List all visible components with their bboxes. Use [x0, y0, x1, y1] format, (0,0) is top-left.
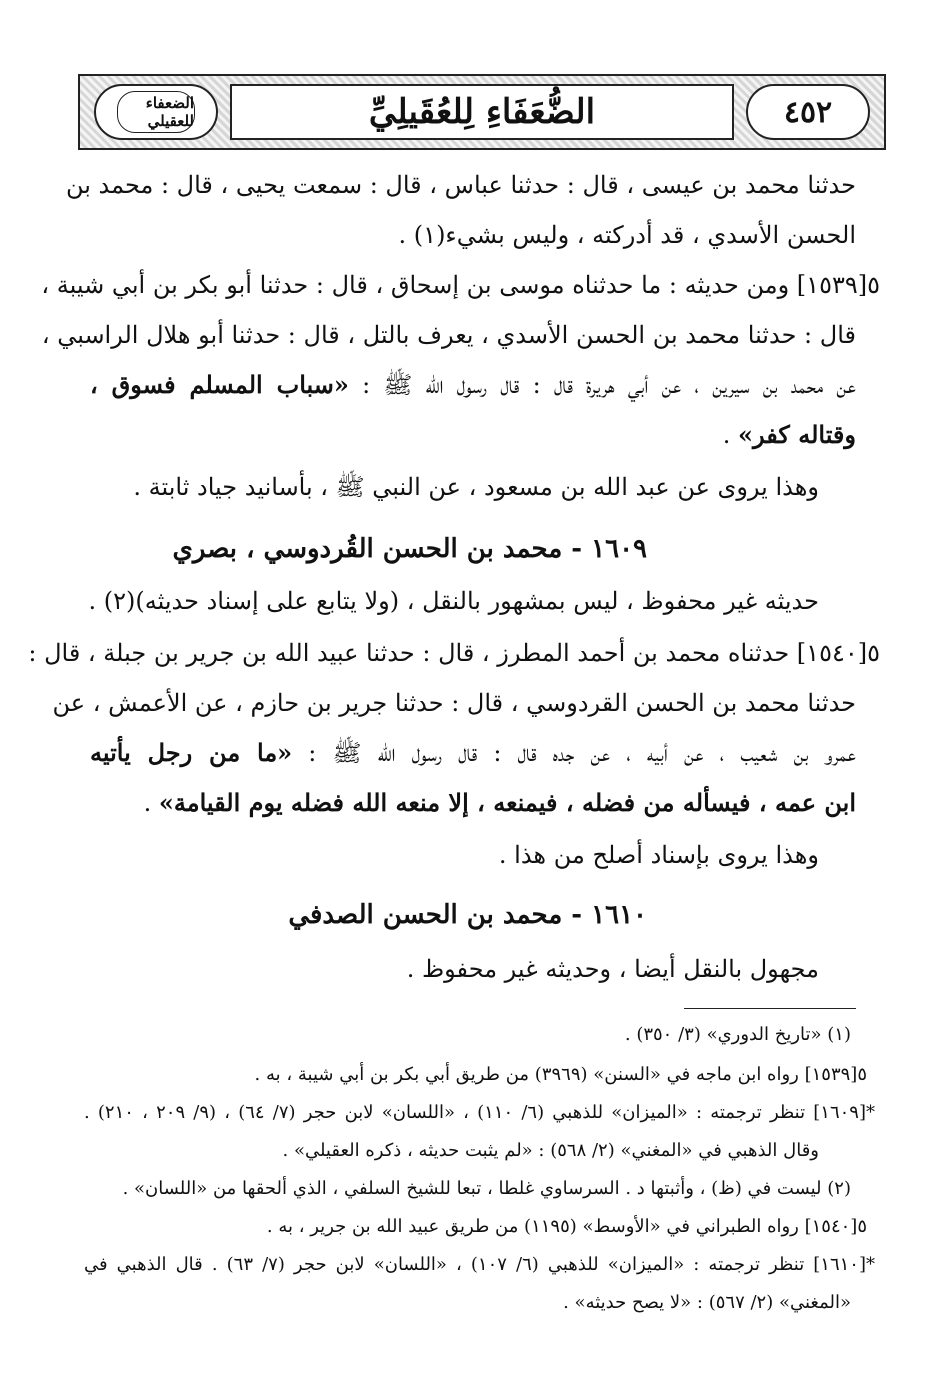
book-title: الضُّعَفَاءِ لِلعُقَيلِيِّ	[368, 92, 596, 132]
hadith-text: ابن عمه ، فيسأله من فضله ، فيمنعه ، إلا منعه الله فضله يوم القيامة»	[158, 788, 856, 817]
footnote: *[١٦١٠] تنظر ترجمته : «الميزان» للذهبي (٦/ ١٠٧) ، «اللسان» لابن حجر (٧/ ٦٣) . قال الذهبي في	[84, 1254, 875, 1275]
footnote-separator	[684, 1008, 856, 1009]
hadith-text: «سباب المسلم فسوق ،	[90, 370, 349, 399]
text-line: مجهول بالنقل أيضا ، وحديثه غير محفوظ .	[406, 955, 819, 983]
hadith-entry-1540: ٥[١٥٤٠] حدثناه محمد بن أحمد المطرز ، قال : حدثنا عبيد الله بن جرير بن جبلة ، قال :	[28, 639, 880, 667]
hadith-text: «ما من رجل يأتيه	[90, 738, 293, 767]
entry-heading-1610: ١٦١٠ - محمد بن الحسن الصدفي	[288, 900, 647, 930]
text-line: الحسن الأسدي ، قد أدركته ، وليس بشيء(١) .	[398, 221, 856, 249]
page-number-medallion	[746, 84, 870, 140]
text-line	[90, 736, 856, 770]
header-title-frame	[230, 84, 734, 140]
footnote: *[١٦٠٩] تنظر ترجمته : «الميزان» للذهبي (٦/ ١١٠) ، «اللسان» لابن حجر (٧/ ٦٤) ، (٩/ ٢٠٩ ، ٢١٠) .	[84, 1102, 875, 1123]
footnote: (١) «تاريخ الدوري» (٣/ ٣٥٠) .	[624, 1024, 851, 1045]
text-line: حديثه غير محفوظ ، ليس بمشهور بالنقل ، (ولا يتابع على إسناد حديثه)(٢) .	[88, 587, 819, 615]
text-line	[723, 418, 856, 452]
text-segment: عمرو بن شعيب ، عن أبيه ، عن جده قال : قال رسول الله ﷺ :	[292, 739, 856, 767]
footnote: ٥[١٥٤٠] رواه الطبراني في «الأوسط» (١١٩٥) من طريق عبيد الله بن جرير ، به .	[266, 1216, 867, 1237]
hadith-text: وقتاله كفر»	[738, 420, 856, 449]
text-line	[144, 786, 856, 820]
footnote: «المغني» (٢/ ٥٦٧) : «لا يصح حديثه» .	[563, 1292, 851, 1313]
page-number: ٤٥٢	[783, 94, 833, 130]
text-segment: .	[143, 789, 159, 817]
book-logo-medallion	[94, 84, 218, 140]
text-segment: عن محمد بن سيرين ، عن أبي هريرة قال : قال رسول الله ﷺ :	[348, 371, 856, 399]
text-line: حدثنا محمد بن عيسى ، قال : حدثنا عباس ، قال : سمعت يحيى ، قال : محمد بن	[65, 171, 856, 199]
text-line: حدثنا محمد بن الحسن القردوسي ، قال : حدثنا جرير بن حازم ، عن الأعمش ، عن	[52, 689, 856, 717]
footnote: وقال الذهبي في «المغني» (٢/ ٥٦٨) : «لم يثبت حديثه ، ذكره العقيلي» .	[282, 1140, 819, 1161]
hadith-entry-1539: ٥[١٥٣٩] ومن حديثه : ما حدثناه موسى بن إسحاق ، قال : حدثنا أبو بكر بن أبي شيبة ،	[41, 271, 880, 299]
text-line	[90, 368, 856, 402]
text-segment: .	[722, 421, 739, 449]
text-line: وهذا يروى عن عبد الله بن مسعود ، عن النبي ﷺ ، بأسانيد جياد ثابتة .	[133, 473, 819, 501]
page-header	[78, 74, 886, 150]
book-logo: الضعفاء للعقيلي	[117, 91, 195, 133]
entry-heading-1609: ١٦٠٩ - محمد بن الحسن القُردوسي ، بصري	[172, 534, 647, 564]
text-line: قال : حدثنا محمد بن الحسن الأسدي ، يعرف بالتل ، قال : حدثنا أبو هلال الراسبي ،	[41, 321, 856, 349]
footnote: (٢) ليست في (ظ) ، وأثبتها د . السرساوي غلطا ، تبعا للشيخ السلفي ، الذي ألحقها من «اللسان» .	[122, 1178, 851, 1199]
text-line: وهذا يروى بإسناد أصلح من هذا .	[498, 841, 819, 869]
footnote: ٥[١٥٣٩] رواه ابن ماجه في «السنن» (٣٩٦٩) من طريق أبي بكر بن أبي شيبة ، به .	[254, 1064, 867, 1085]
